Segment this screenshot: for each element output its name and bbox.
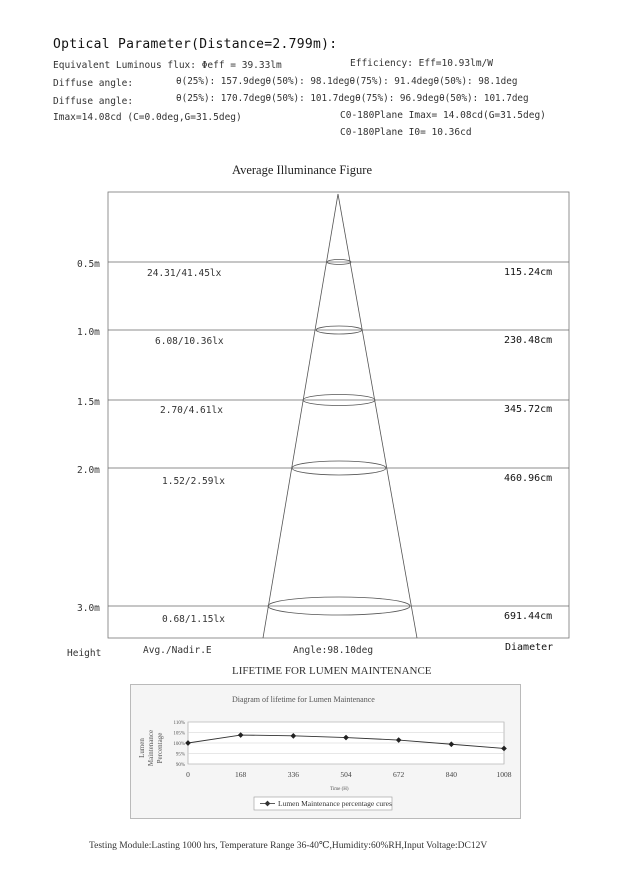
y-axis-title-word: Percentage xyxy=(156,732,164,764)
height-label-1-0m: 1.0m xyxy=(77,327,100,338)
footer-diameter-label: Diameter xyxy=(505,642,554,653)
illuminance-value-2-0m: 1.52/2.59lx xyxy=(162,476,225,487)
footer-height-label: Height xyxy=(67,648,102,659)
y-tick-label: 95% xyxy=(175,752,185,758)
efficiency: Efficiency: Eff=10.93lm/W xyxy=(350,58,493,69)
c0-plane-i0: C0-180Plane I0= 10.36cd xyxy=(340,127,472,138)
footer-avg-nadir-label: Avg./Nadir.E xyxy=(143,645,212,656)
y-tick-label: 110% xyxy=(173,721,185,726)
luminous-flux: Equivalent Luminous flux: Φeff = 39.33lm xyxy=(53,60,282,71)
x-tick-label: 1008 xyxy=(496,770,512,779)
figure-title: Average Illuminance Figure xyxy=(232,163,372,177)
y-tick-label: 90% xyxy=(175,763,185,768)
illuminance-value-1-0m: 6.08/10.36lx xyxy=(155,336,224,347)
height-label-0-5m: 0.5m xyxy=(77,259,100,270)
x-tick-label: 504 xyxy=(340,770,352,779)
chart-grid xyxy=(188,722,504,764)
y-tick-label: 105% xyxy=(173,731,185,737)
diameter-value-2-0m: 460.96cm xyxy=(504,473,553,484)
height-label-2-0m: 2.0m xyxy=(77,465,100,476)
diameter-value-1-5m: 345.72cm xyxy=(504,404,553,415)
illuminance-value-1-5m: 2.70/4.61lx xyxy=(160,405,223,416)
diffuse-angle-values-2: θ(25%): 170.7degθ(50%): 101.7degθ(75%): 96.9degθ(50%): 101.7deg xyxy=(176,93,529,104)
x-tick-label: 672 xyxy=(393,770,405,779)
x-axis-title: Time (H) xyxy=(330,787,349,792)
page-title: Optical Parameter(Distance=2.799m): xyxy=(53,37,338,52)
height-label-1-5m: 1.5m xyxy=(77,397,100,408)
x-tick-label: 840 xyxy=(445,770,457,779)
diameter-value-0-5m: 115.24cm xyxy=(504,267,553,278)
diffuse-angle-label-2: Diffuse angle: xyxy=(53,96,134,107)
imax-info: Imax=14.08cd (C=0.0deg,G=31.5deg) xyxy=(53,112,242,123)
x-tick-label: 0 xyxy=(186,770,190,779)
diffuse-angle-label-1: Diffuse angle: xyxy=(53,78,134,89)
testing-note: Testing Module:Lasting 1000 hrs, Temperature Range 36-40℃,Humidity:60%RH,Input Voltage:DC12V xyxy=(89,841,488,851)
chart-title: Diagram of lifetime for Lumen Maintenance xyxy=(232,695,375,704)
legend-label: Lumen Maintenance percentage cures xyxy=(278,799,392,808)
c0-plane-imax: C0-180Plane Imax= 14.08cd(G=31.5deg) xyxy=(340,110,546,121)
footer-angle-label: Angle:98.10deg xyxy=(293,645,374,656)
diameter-value-1-0m: 230.48cm xyxy=(504,335,553,346)
x-tick-label: 336 xyxy=(287,770,299,779)
height-label-3-0m: 3.0m xyxy=(77,603,100,614)
y-axis-title-word: Lumen xyxy=(138,738,146,758)
diffuse-angle-values-1: θ(25%): 157.9degθ(50%): 98.1degθ(75%): 91.4degθ(50%): 98.1deg xyxy=(176,76,518,87)
lifetime-title: LIFETIME FOR LUMEN MAINTENANCE xyxy=(232,665,432,677)
lifetime-chart xyxy=(130,684,522,820)
x-tick-label: 168 xyxy=(235,770,247,779)
diameter-value-3-0m: 691.44cm xyxy=(504,611,553,622)
y-tick-label: 100% xyxy=(173,742,185,747)
illuminance-value-0-5m: 24.31/41.45lx xyxy=(147,268,222,279)
cone-left-edge xyxy=(263,194,338,638)
y-axis-title-word: Maintenance xyxy=(147,729,155,767)
illuminance-value-3-0m: 0.68/1.15lx xyxy=(162,614,225,625)
